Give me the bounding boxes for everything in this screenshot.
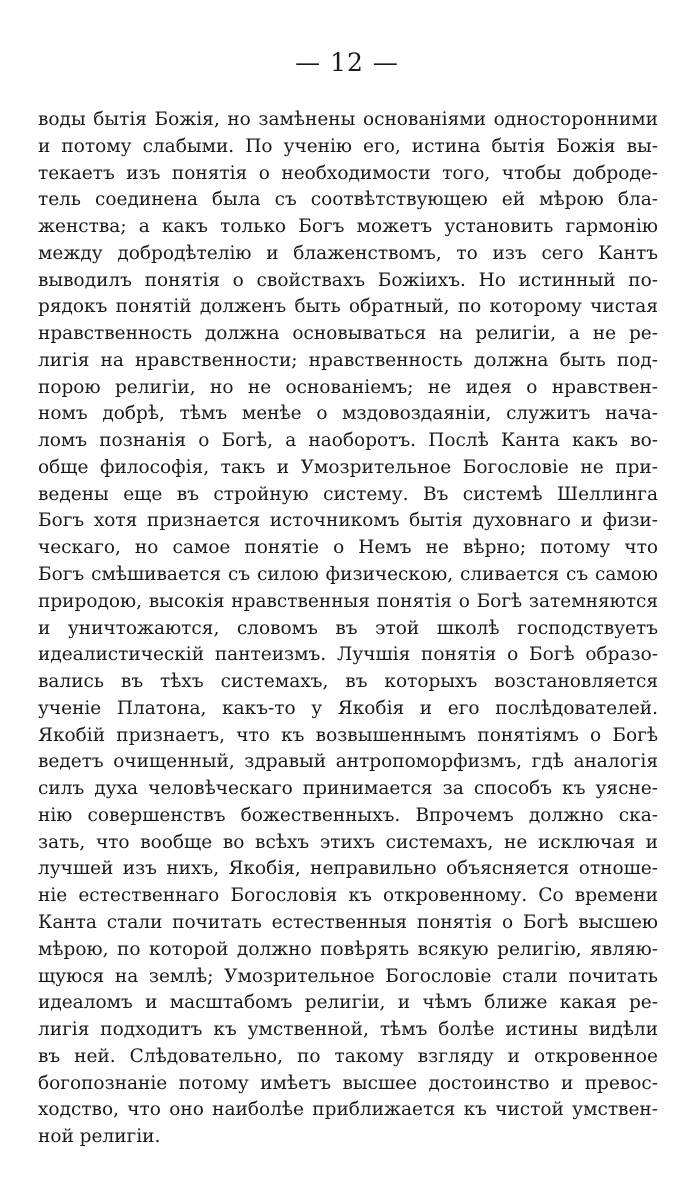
text-line: тель соединена была съ соотвѣтствующею ей мѣрою бла-	[38, 189, 658, 211]
text-line: ходство, что оно наиболѣе приближается къ чистой умствен-	[38, 1099, 658, 1121]
body-text	[38, 107, 658, 1151]
text-line: Якобій признаетъ, что къ возвышеннымъ понятіямъ о Богѣ	[38, 724, 658, 746]
text-line: рядокъ понятій долженъ быть обратный, по которому чистая	[38, 296, 658, 318]
text-line: ведены еще въ стройную систему. Въ системѣ Шеллинга	[38, 483, 658, 505]
text-line: нравственность должна основываться на религіи, а не ре-	[38, 323, 658, 345]
text-line: мѣрою, по которой должно повѣрять всякую религію, являю-	[38, 938, 658, 960]
text-line: нію совершенствъ божественныхъ. Впрочемъ должно ска-	[38, 804, 658, 826]
text-line: ведетъ очищенный, здравый антропоморфизмъ, гдѣ аналогія	[38, 751, 658, 773]
text-line: номъ добрѣ, тѣмъ менѣе о мздовоздаяніи, служитъ нача-	[38, 403, 658, 425]
text-line: Богъ хотя признается источникомъ бытія духовнаго и физи-	[38, 510, 658, 532]
text-line: обще философія, такъ и Умозрительное Богословіе не при-	[38, 456, 658, 478]
text-line: лучшей изъ нихъ, Якобія, неправильно объясняется отноше-	[38, 858, 658, 880]
text-line: лигія подходитъ къ умственной, тѣмъ болѣе истины видѣли	[38, 1019, 658, 1041]
text-line: Канта стали почитать естественныя понятія о Богѣ высшею	[38, 911, 658, 933]
text-line: Богъ смѣшивается съ силою физическою, сливается съ самою	[38, 564, 658, 586]
text-line: въ ней. Слѣдовательно, по такому взгляду и откровенное	[38, 1045, 658, 1067]
text-line: выводилъ понятія о свойствахъ Божіихъ. Но истинный по-	[38, 269, 658, 291]
text-line: идеаломъ и масштабомъ религіи, и чѣмъ ближе какая ре-	[38, 992, 658, 1014]
text-line: идеалистическій пантеизмъ. Лучшія понятія о Богѣ образо-	[38, 644, 658, 666]
text-line: щуюся на землѣ; Умозрительное Богословіе стали почитать	[38, 965, 658, 987]
text-line: и уничтожаются, словомъ въ этой школѣ господствуетъ	[38, 617, 658, 639]
text-line-last: ной религіи.	[38, 1126, 161, 1148]
text-line: ученіе Платона, какъ-то у Якобія и его послѣдователей.	[38, 697, 658, 719]
text-line: вались въ тѣхъ системахъ, въ которыхъ возстановляется	[38, 671, 658, 693]
text-line: лигія на нравственности; нравственность должна быть под-	[38, 349, 658, 371]
text-line: природою, высокія нравственныя понятія о Богѣ затемняются	[38, 590, 658, 612]
text-line: ніе естественнаго Богословія къ откровенному. Со времени	[38, 885, 658, 907]
text-line: и потому слабыми. По ученію его, истина бытія Божія вы-	[38, 135, 658, 157]
text-line: ческаго, но самое понятіе о Немъ не вѣрно; потому что	[38, 537, 658, 559]
text-line: зать, что вообще во всѣхъ этихъ системахъ, не исключая и	[38, 831, 658, 853]
text-line: богопознаніе потому имѣетъ высшее достоинство и превос-	[38, 1072, 658, 1094]
text-line: порою религіи, но не основаніемъ; не идея о нравствен-	[38, 376, 658, 398]
page-number: — 12 —	[295, 48, 399, 77]
text-line: текаетъ изъ понятія о необходимости того, чтобы доброде-	[38, 162, 658, 184]
text-line: женства; а какъ только Богъ можетъ установить гармонію	[38, 216, 658, 238]
text-line: между добродѣтелію и блаженствомъ, то изъ сего Кантъ	[38, 242, 658, 264]
text-line: силъ духа человѣческаго принимается за способъ къ уясне-	[38, 778, 658, 800]
text-line: ломъ познанія о Богѣ, а наоборотъ. Послѣ Канта какъ во-	[38, 430, 658, 452]
text-line: воды бытія Божія, но замѣнены основаніями односторонними	[38, 109, 658, 130]
